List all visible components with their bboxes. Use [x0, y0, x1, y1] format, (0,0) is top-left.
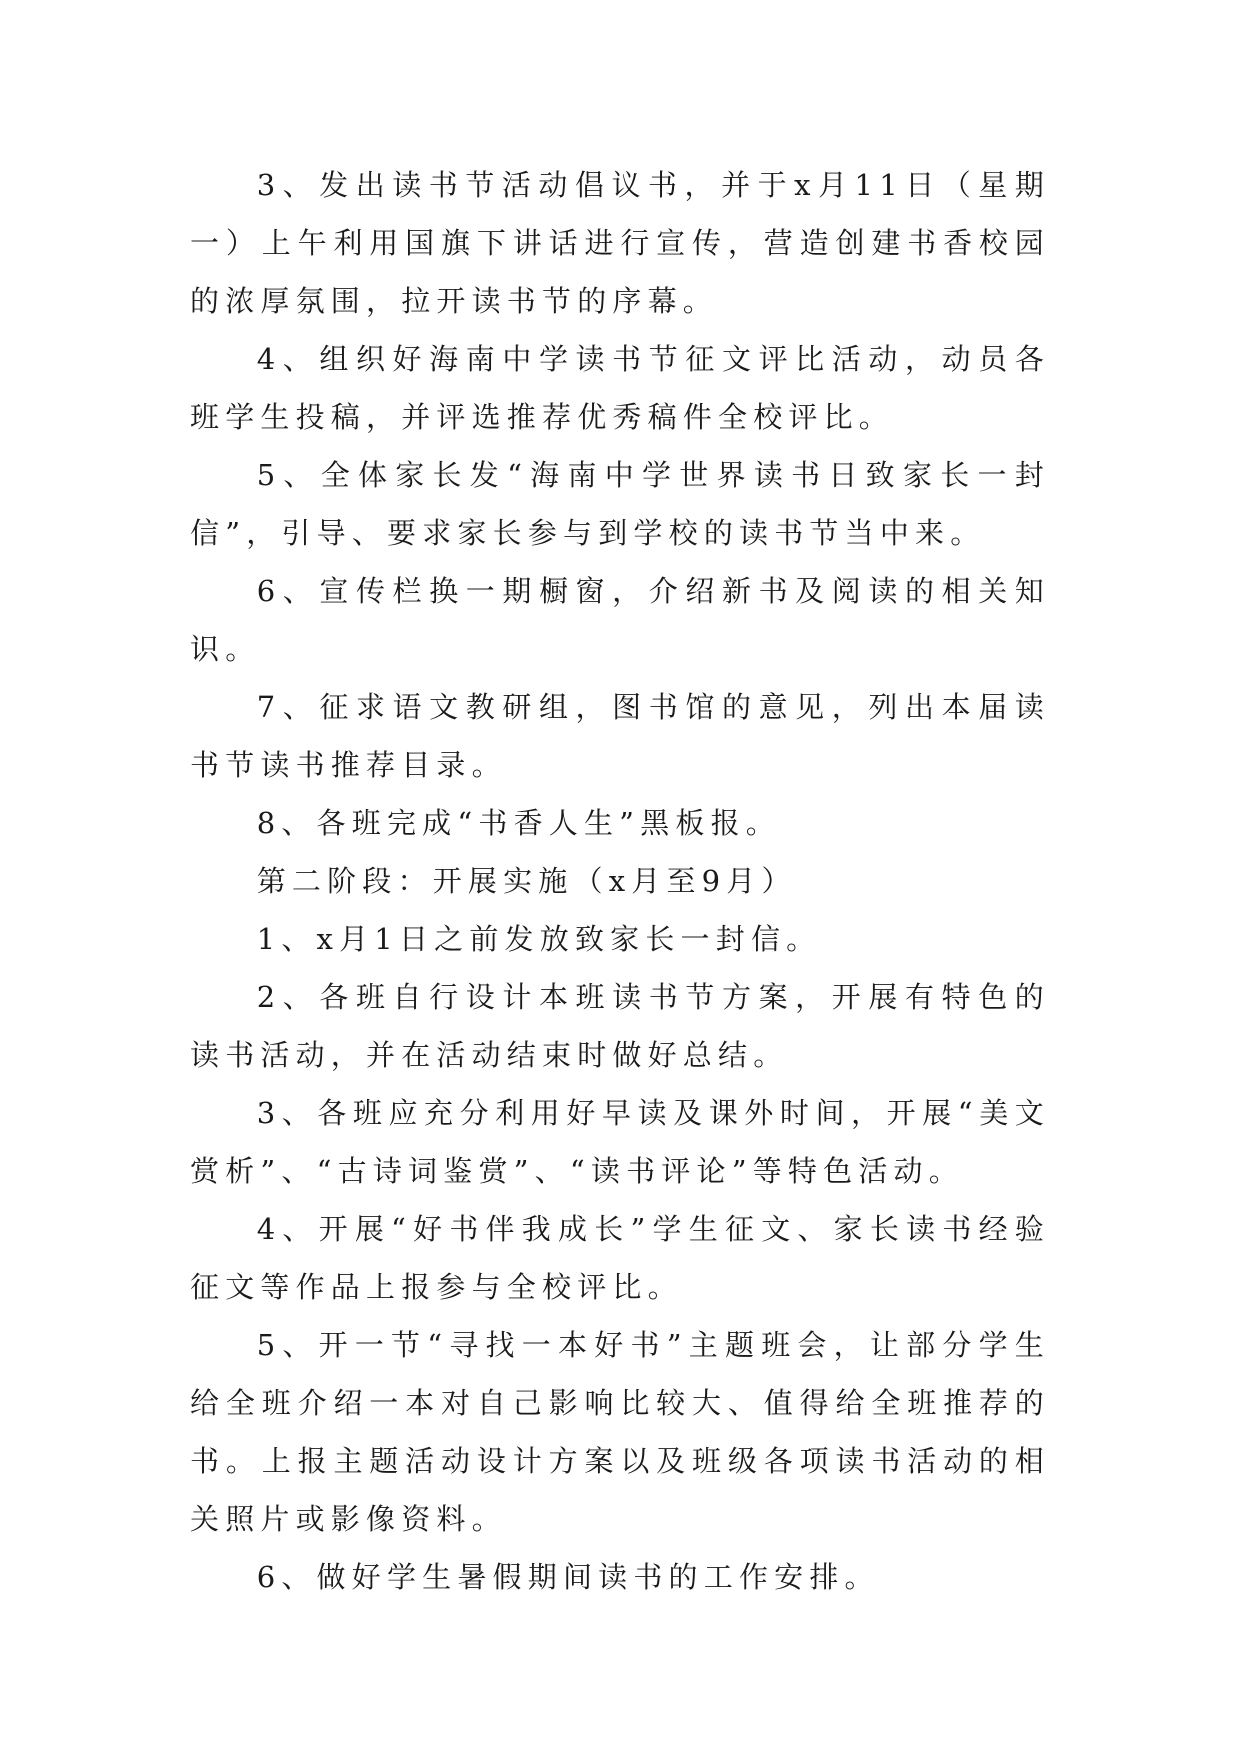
paragraph-4-essay-contest: 4、组织好海南中学读书节征文评比活动，动员各班学生投稿，并评选推荐优秀稿件全校评比。 — [190, 342, 1050, 434]
paragraph-8-blackboard: 8、各班完成“书香人生”黑板报。 — [256, 806, 781, 840]
paragraph-3-morning-reading: 3、各班应充分利用好早读及课外时间，开展“美文赏析”、“古诗词鉴赏”、“读书评论”等特色活动。 — [190, 1096, 1050, 1188]
paragraph-6-bulletin-board: 6、宣传栏换一期橱窗，介绍新书及阅读的相关知识。 — [190, 574, 1050, 666]
document-body — [190, 156, 1050, 1606]
paragraph-7-recommended-list: 7、征求语文教研组，图书馆的意见，列出本届读书节读书推荐目录。 — [190, 690, 1050, 782]
paragraph-3-proposal: 3、发出读书节活动倡议书，并于x月11日（星期一）上午利用国旗下讲话进行宣传，营造创建书香校园的浓厚氛围，拉开读书节的序幕。 — [190, 168, 1050, 318]
paragraph-5-parent-letter: 5、全体家长发“海南中学世界读书日致家长一封信”，引导、要求家长参与到学校的读书节当中来。 — [190, 458, 1050, 550]
paragraph-5-class-meeting: 5、开一节“寻找一本好书”主题班会，让部分学生给全班介绍一本对自己影响比较大、值得给全班推荐的书。上报主题活动设计方案以及班级各项读书活动的相关照片或影像资料。 — [190, 1328, 1050, 1536]
paragraph-6-summer-reading: 6、做好学生暑假期间读书的工作安排。 — [256, 1560, 880, 1594]
paragraph-2-class-plan: 2、各班自行设计本班读书节方案，开展有特色的读书活动，并在活动结束时做好总结。 — [190, 980, 1050, 1072]
section-heading-phase-two: 第二阶段：开展实施（x月至9月） — [256, 864, 797, 898]
paragraph-1-send-letter: 1、x月1日之前发放致家长一封信。 — [256, 922, 822, 956]
paragraph-4-essay-submission: 4、开展“好书伴我成长”学生征文、家长读书经验征文等作品上报参与全校评比。 — [190, 1212, 1050, 1304]
